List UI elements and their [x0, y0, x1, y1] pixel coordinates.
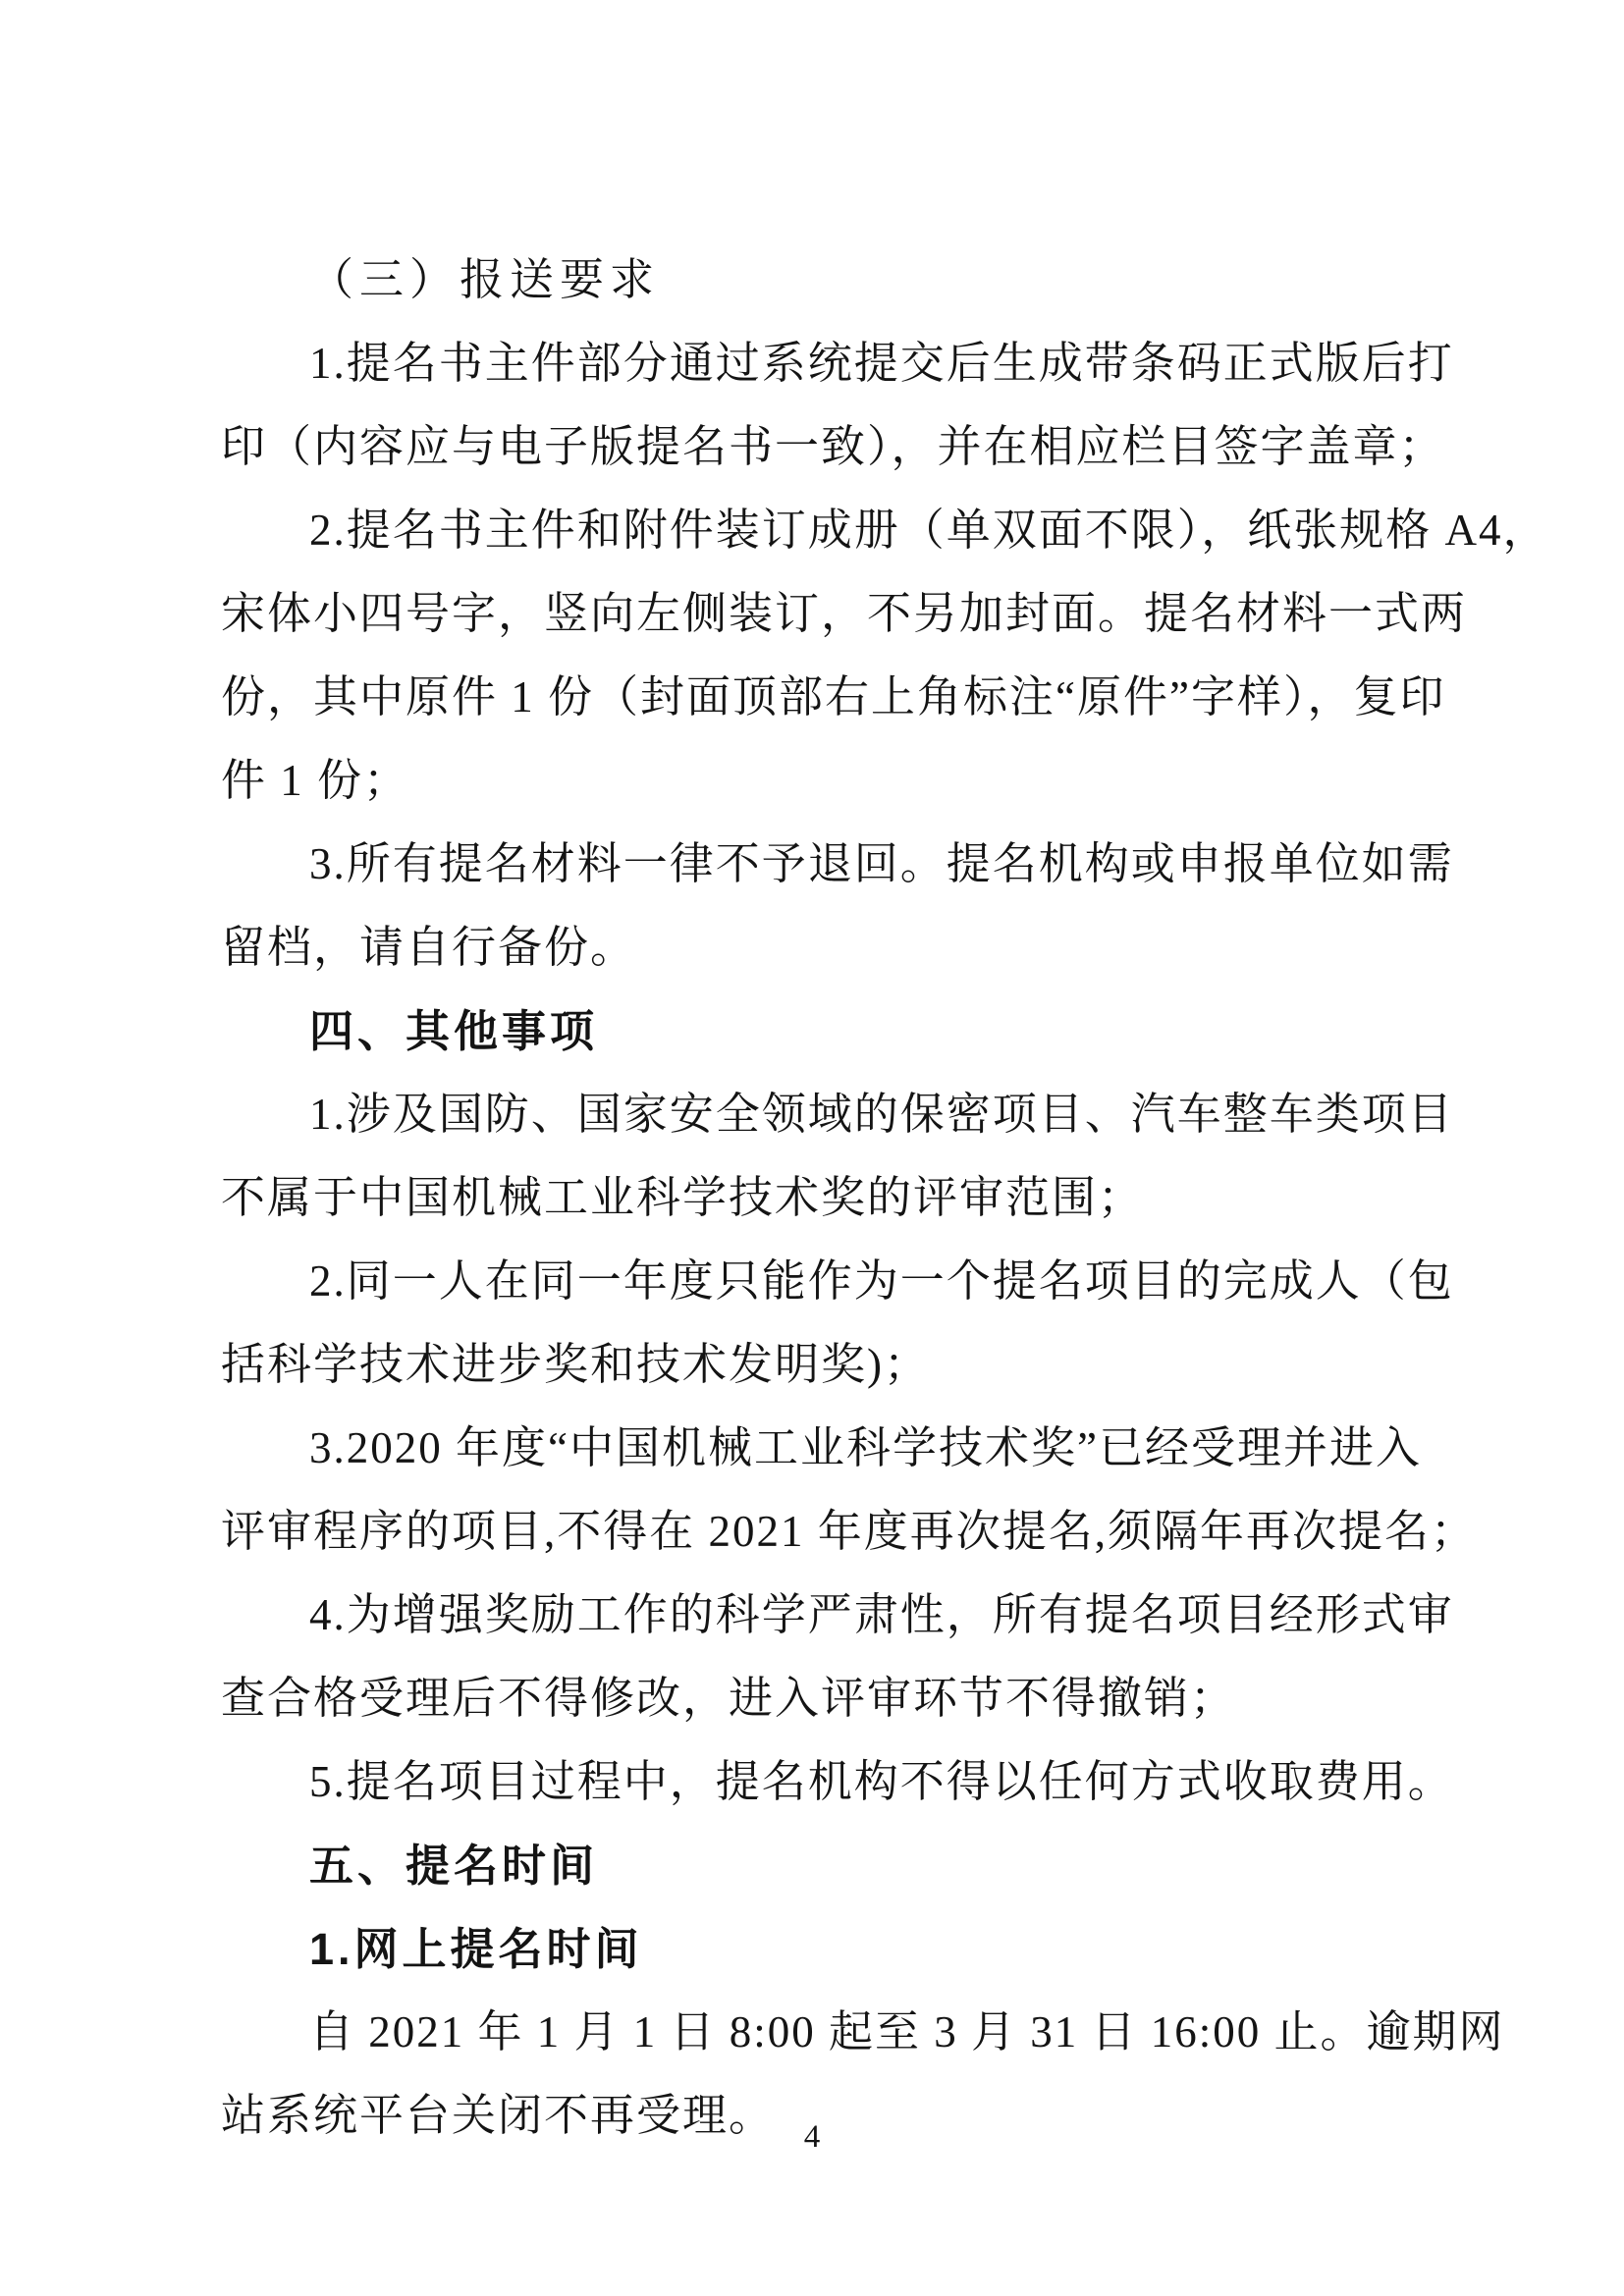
document-line: 3.所有提名材料一律不予退回。提名机构或申报单位如需 — [309, 839, 1454, 888]
document-line: 3.2020 年度“中国机械工业科学技术奖”已经受理并进入 — [309, 1423, 1422, 1472]
document-line: 2.同一人在同一年度只能作为一个提名项目的完成人（包 — [309, 1256, 1454, 1306]
document-line: 不属于中国机械工业科学技术奖的评审范围； — [221, 1173, 1145, 1222]
page-number: 4 — [803, 2119, 821, 2155]
document-line: 2.提名书主件和附件装订成册（单双面不限），纸张规格 A4， — [309, 506, 1549, 555]
document-line: 1.网上提名时间 — [309, 1924, 643, 1974]
document-line: 查合格受理后不得修改，进入评审环节不得撤销； — [221, 1674, 1237, 1723]
document-line: 印（内容应与电子版提名书一致），并在相应栏目签字盖章； — [221, 422, 1445, 471]
document-line: 份，其中原件 1 份（封面顶部右上角标注“原件”字样），复印 — [221, 672, 1446, 721]
document-line: 1.涉及国防、国家安全领域的保密项目、汽车整车类项目 — [309, 1090, 1454, 1139]
document-line: 1.提名书主件部分通过系统提交后生成带条码正式版后打 — [309, 339, 1454, 388]
document-line: 站系统平台关闭不再受理。 — [221, 2091, 776, 2140]
document-line: 5.提名项目过程中，提名机构不得以任何方式收取费用。 — [309, 1757, 1454, 1806]
document-line: 括科学技术进步奖和技术发明奖)； — [221, 1340, 930, 1389]
document-line: 件 1 份； — [221, 756, 410, 805]
document-text-block — [221, 239, 1549, 2158]
document-line: 评审程序的项目,不得在 2021 年度再次提名,须隔年再次提名； — [221, 1507, 1478, 1556]
document-line: 四、其他事项 — [309, 1006, 599, 1056]
document-line: 宋体小四号字，竖向左侧装订，不另加封面。提名材料一式两 — [221, 589, 1468, 638]
document-line: 4.为增强奖励工作的科学严肃性，所有提名项目经形式审 — [309, 1590, 1454, 1639]
document-line: 五、提名时间 — [309, 1841, 599, 1891]
document-line: 自 2021 年 1 月 1 日 8:00 起至 3 月 31 日 16:00 止。逾期网 — [309, 2007, 1505, 2056]
document-line: 留档，请自行备份。 — [221, 923, 637, 972]
document-line: （三）报送要求 — [309, 255, 661, 304]
